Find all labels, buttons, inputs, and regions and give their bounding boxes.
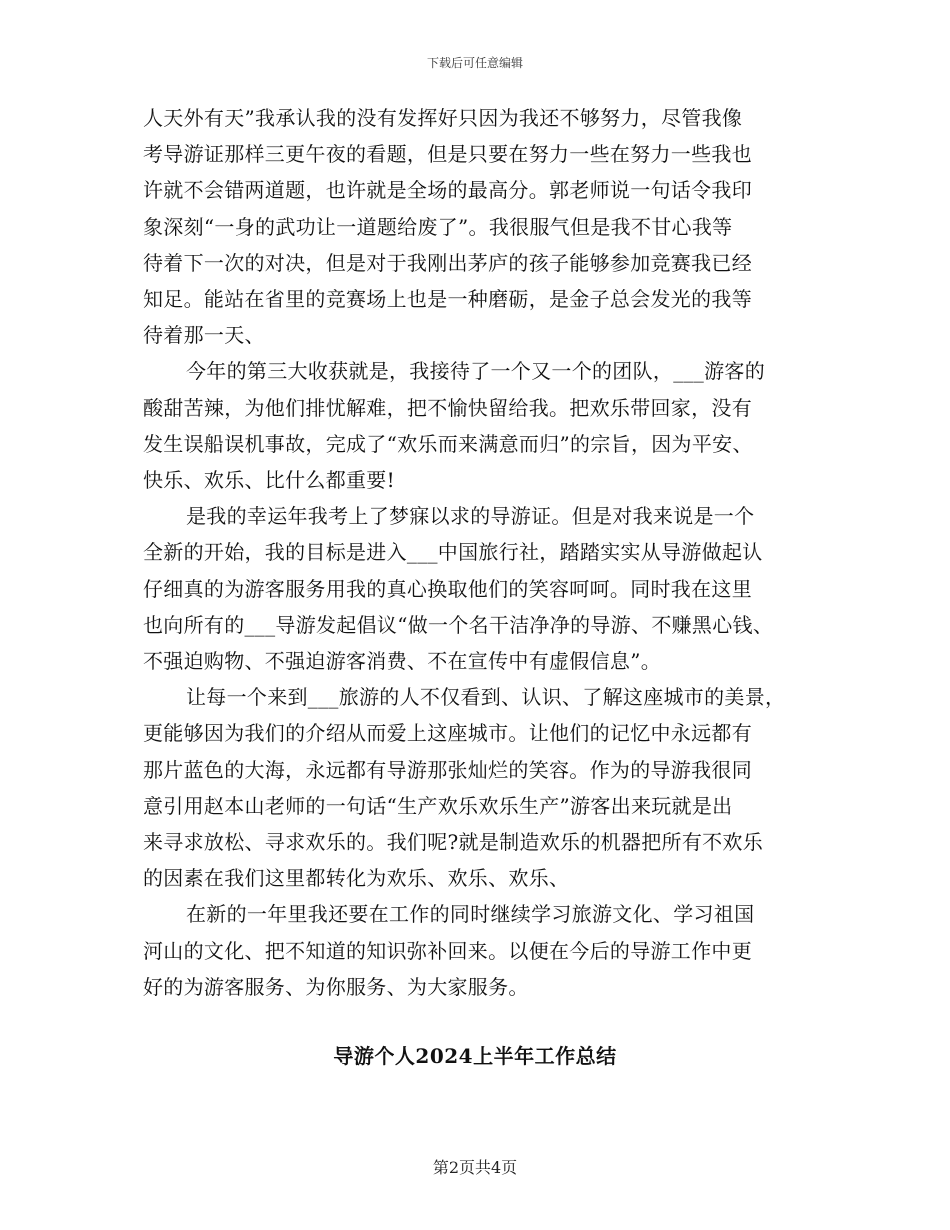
text-line: 那片蓝色的大海，永远都有导游那张灿烂的笑容。作为的导游我很同	[143, 757, 752, 782]
text-line: 快乐、欢乐、比什么都重要!	[143, 468, 395, 493]
paragraph	[143, 100, 833, 353]
text-line: 也向所有的___导游发起倡议“做一个名干洁净净的导游、不赚黑心钱、	[143, 612, 774, 637]
section-title: 导游个人2024上半年工作总结	[333, 1044, 617, 1068]
text-line: 酸甜苦辣，为他们排忧解难，把不愉快留给我。把欢乐带回家，没有	[143, 395, 752, 420]
header-note: 下载后可任意编辑	[426, 56, 523, 70]
text-line: 不强迫购物、不强迫游客消费、不在宣传中有虚假信息”。	[143, 649, 662, 674]
text-line: 仔细真的为游客服务用我的真心换取他们的笑容呵呵。同时我在这里	[143, 576, 752, 601]
text-line: 待着下一次的对决，但是对于我刚出茅庐的孩子能够参加竞赛我已经	[143, 250, 752, 275]
paragraph	[143, 896, 833, 1005]
text-line: 待着那一天、	[143, 323, 265, 348]
text-line: 好的为游客服务、为你服务、为大家服务。	[143, 974, 529, 999]
text-line: 人天外有天”我承认我的没有发挥好只因为我还不够努力，尽管我像	[143, 106, 743, 130]
document-body	[143, 100, 833, 1005]
text-line: 在新的一年里我还要在工作的同时继续学习旅游文化、学习祖国	[186, 902, 755, 927]
text-line: 让每一个来到___旅游的人不仅看到、认识、了解这座城市的美景，	[186, 685, 786, 710]
text-line: 河山的文化、把不知道的知识弥补回来。以便在今后的导游工作中更	[143, 938, 752, 963]
text-line: 是我的幸运年我考上了梦寐以求的导游证。但是对我来说是一个	[186, 504, 755, 529]
text-line: 象深刻“一身的武功让一道题给废了”。我很服气但是我不甘心我等	[143, 214, 733, 239]
text-line: 全新的开始，我的目标是进入___中国旅行社，踏踏实实从导游做起认	[143, 540, 763, 565]
text-line: 今年的第三大收获就是，我接待了一个又一个的团队，___游客的	[186, 359, 765, 384]
paragraph	[143, 679, 833, 896]
text-line: 考导游证那样三更午夜的看题，但是只要在努力一些在努力一些我也	[143, 142, 752, 167]
page-number: 第2页共4页	[432, 1158, 518, 1177]
text-line: 知足。能站在省里的竞赛场上也是一种磨砺，是金子总会发光的我等	[143, 287, 752, 312]
text-line: 发生误船误机事故，完成了“欢乐而来满意而归”的宗旨，因为平安、	[143, 431, 753, 456]
text-line: 许就不会错两道题，也许就是全场的最高分。郭老师说一句话令我印	[143, 178, 752, 203]
text-line: 来寻求放松、寻求欢乐的。我们呢?就是制造欢乐的机器把所有不欢乐	[143, 830, 764, 855]
text-line: 意引用赵本山老师的一句话“生产欢乐欢乐生产”游客出来玩就是出	[143, 793, 733, 818]
paragraph	[143, 353, 833, 498]
text-line: 更能够因为我们的介绍从而爱上这座城市。让他们的记忆中永远都有	[143, 721, 752, 746]
text-line: 的因素在我们这里都转化为欢乐、欢乐、欢乐、	[143, 866, 570, 891]
paragraph	[143, 498, 833, 679]
